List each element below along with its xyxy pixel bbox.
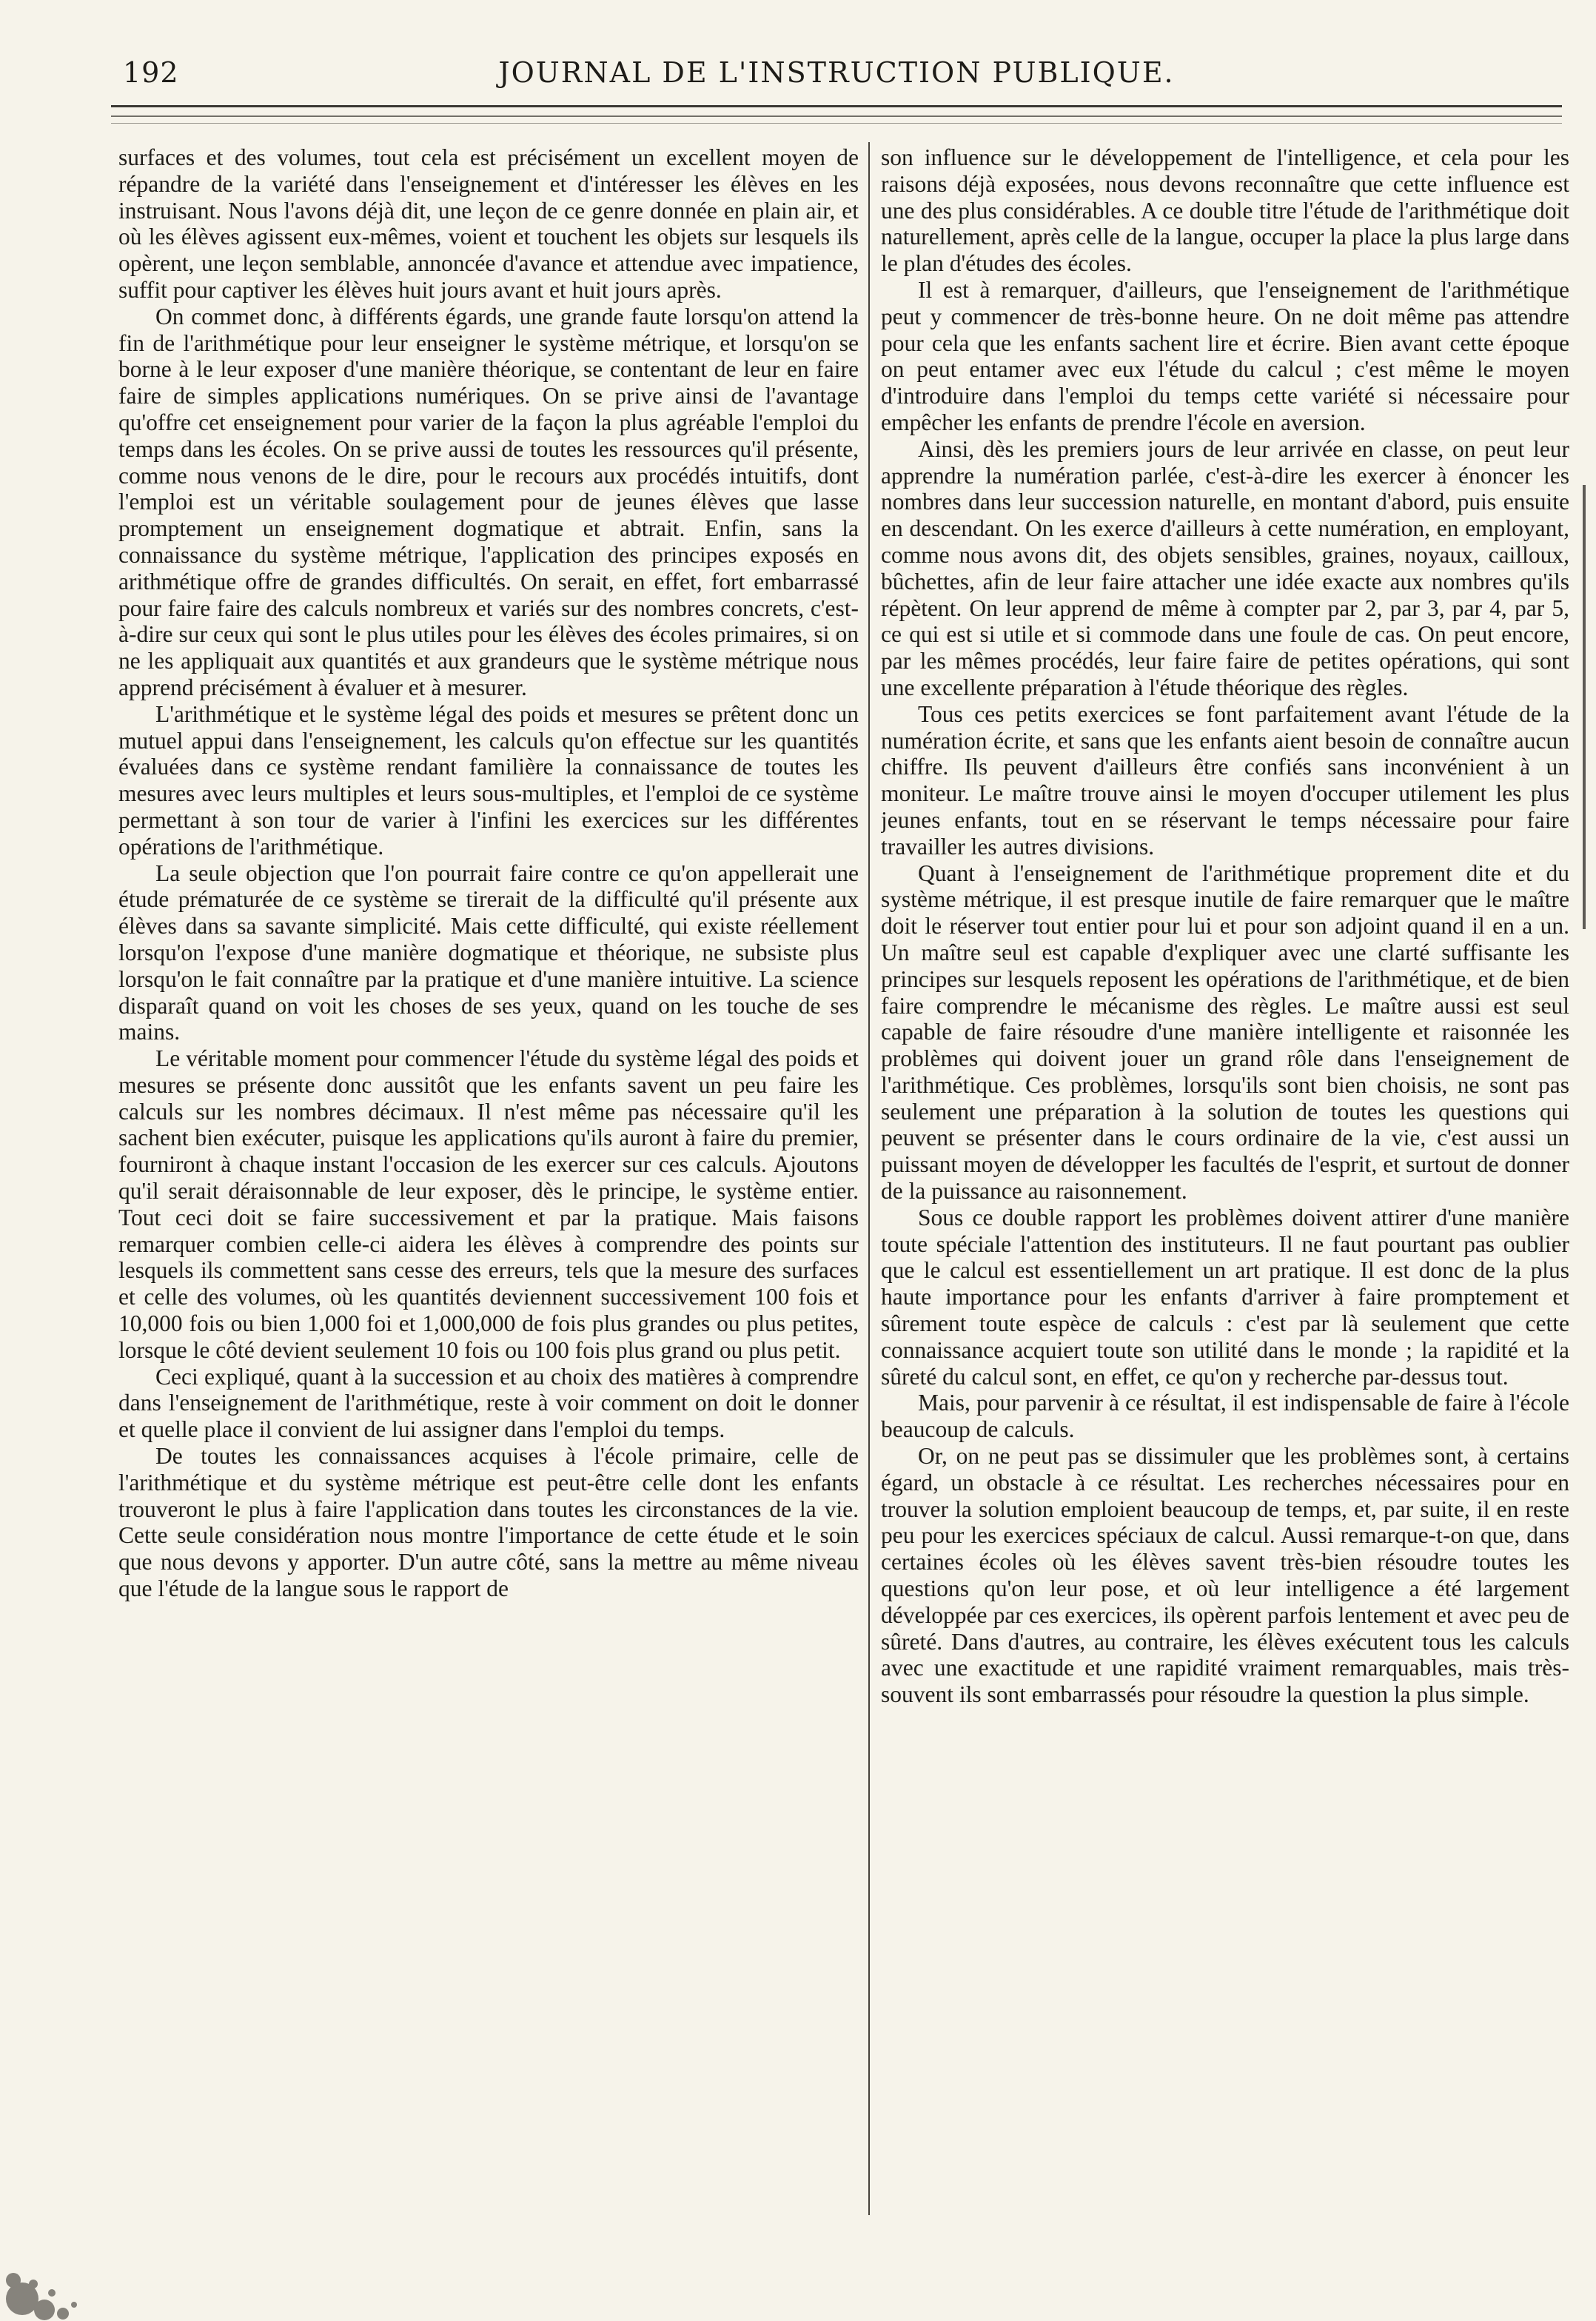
paragraph: Mais, pour parvenir à ce résultat, il est indispensable de faire à l'école beaucoup de calculs. xyxy=(881,1390,1569,1443)
paragraph: Ainsi, dès les premiers jours de leur arrivée en classe, on peut leur apprendre la numération parlée, c'est-à-dire les exercer à énoncer les nombres dans leur succession naturelle, en montant d'abord, puis ensuite en descendant. On les exerce d'ailleurs à cette numération, en employant, comme nous avons dit, des objets sensibles, graines, noyaux, cailloux, bûchettes, afin de leur faire attacher une idée exacte aux nombres qu'ils répètent. On leur apprend de même à compter par 2, par 3, par 4, par 5, ce qui est si utile et si commode dans une foule de cas. On peut encore, par les mêmes procédés, leur faire faire de petites opérations, qui sont une excellente préparation à l'étude théorique des règles. xyxy=(881,435,1569,700)
paragraph: Tous ces petits exercices se font parfaitement avant l'étude de la numération écrite, et sans que les enfants aient besoin de connaître aucun chiffre. Ils peuvent d'ailleurs être confiés sans inconvénient à un moniteur. Le maître trouve ainsi le moyen d'occuper utilement les plus jeunes enfants, tout en se réservant le temps nécessaire pour faire travailler les autres divisions. xyxy=(881,700,1569,860)
header-rule xyxy=(111,105,1562,107)
right-column xyxy=(881,144,1569,2291)
paragraph: La seule objection que l'on pourrait faire contre ce qu'on appellerait une étude prématurée de ce système se tirerait de la difficulté qu'il présente aux élèves dans sa savante simplicité. Mais cette difficulté, qui existe réellement lorsqu'on l'expose d'une manière dogmatique et théorique, ne subsiste plus lorsqu'on le fait connaître par la pratique et d'une manière intuitive. La science disparaît quand on voit les choses de ses yeux, quand on les touche de ses mains. xyxy=(118,860,859,1045)
page-header xyxy=(111,52,1562,96)
page-number: 192 xyxy=(123,56,179,89)
paragraph: L'arithmétique et le système légal des poids et mesures se prêtent donc un mutuel appui dans l'enseignement, les calculs qu'on effectue sur les quantités évaluées dans ce système rendant familière la connaissance de toutes les mesures avec leurs multiples et leurs sous-multiples, et l'emploi de ce système permettant à son tour de varier à l'infini les exercices sur les différentes opérations de l'arithmétique. xyxy=(118,700,859,860)
page-edge-mark xyxy=(1583,485,1586,929)
corner-ink-smudge xyxy=(0,2210,111,2321)
column-divider xyxy=(868,142,870,2215)
paragraph: surfaces et des volumes, tout cela est précisément un excellent moyen de répandre de la variété dans l'enseignement et d'intéresser les élèves en les instruisant. Nous l'avons déjà dit, une leçon de ce genre donnée en plain air, et où les élèves agissent eux-mêmes, voient et touchent les objets sur lesquels ils opèrent, une leçon semblable, annoncée d'avance et attendue avec impatience, suffit pour captiver les élèves huit jours avant et huit jours après. xyxy=(118,144,859,303)
paragraph: Quant à l'enseignement de l'arithmétique proprement dite et du système métrique, il est presque inutile de faire remarquer que le maître doit le réserver tout entier pour lui et pour son adjoint quand il en a un. Un maître seul est capable d'expliquer avec une clarté suffisante les principes sur lesquels reposent les opérations de l'arithmétique, et de bien faire comprendre le mécanisme des règles. Le maître aussi est seul capable de faire résoudre d'une manière intelligente et raisonnée les problèmes qui doivent jouer un grand rôle dans l'enseignement de l'arithmétique. Ces problèmes, lorsqu'ils sont bien choisis, ne sont pas seulement une préparation à la solution de toutes les questions qui peuvent se présenter dans le cours ordinaire de la vie, c'est aussi un puissant moyen de développer les facultés de l'esprit, et surtout de donner de la puissance au raisonnement. xyxy=(881,860,1569,1205)
paragraph: Ceci expliqué, quant à la succession et au choix des matières à comprendre dans l'enseignement de l'arithmétique, reste à voir comment on doit le donner et quelle place il convient de lui assigner dans l'emploi du temps. xyxy=(118,1363,859,1443)
paragraph: Le véritable moment pour commencer l'étude du système légal des poids et mesures se présente donc aussitôt que les enfants savent un peu faire les calculs sur les nombres décimaux. Il n'est même pas nécessaire qu'il les sachent bien exécuter, puisque les applications qu'ils auront à faire du premier, fourniront à chaque instant l'occasion de les exercer sur ces calculs. Ajoutons qu'il serait déraisonnable de leur exposer, dès le principe, le système entier. Tout ceci doit se faire successivement et par la pratique. Mais faisons remarquer combien celle-ci aidera les élèves à comprendre des points sur lesquels ils commettent sans cesse des erreurs, tels que la mesure des surfaces et celle des volumes, où les quantités deviennent successivement 100 fois et 10,000 fois ou bien 1,000 foi et 1,000,000 de fois plus grandes ou plus petites, lorsque le côté devient seulement 10 fois ou 100 fois plus grand ou plus petit. xyxy=(118,1045,859,1363)
left-column xyxy=(118,144,859,2291)
paragraph: On commet donc, à différents égards, une grande faute lorsqu'on attend la fin de l'arithmétique pour leur enseigner le système métrique, et lorsqu'on se borne à le leur exposer d'une manière théorique, se contentant de leur en faire faire de simples applications numériques. On se prive ainsi de l'avantage qu'offre cet enseignement pour varier de la façon la plus agréable l'emploi du temps dans les écoles. On se prive aussi de toutes les ressources qu'il présente, comme nous venons de le dire, pour le recours aux procédés intuitifs, dont l'emploi est un véritable soulagement pour de jeunes élèves que lasse promptement un enseignement dogmatique et abtrait. Enfin, sans la connaissance du système métrique, l'application des principes exposés en arithmétique offre de grandes difficultés. On serait, en effet, fort embarrassé pour faire faire des calculs nombreux et variés sur des nombres concrets, c'est-à-dire sur ceux qui sont le plus utiles pour les élèves des écoles primaires, si on ne les appliquait aux quantités et aux grandeurs que le système métrique nous apprend précisément à évaluer et à mesurer. xyxy=(118,303,859,700)
header-rule-double xyxy=(111,115,1562,117)
paragraph: Il est à remarquer, d'ailleurs, que l'enseignement de l'arithmétique peut y commencer de très-bonne heure. On ne doit même pas attendre pour cela que les enfants sachent lire et écrire. Bien avant cette époque on peut entamer avec eux l'étude du calcul ; c'est même le moyen d'introduire dans l'emploi du temps cette variété si nécessaire pour empêcher les enfants de prendre l'école en aversion. xyxy=(881,276,1569,435)
paragraph: son influence sur le développement de l'intelligence, et cela pour les raisons déjà exposées, nous devons reconnaître que cette influence est une des plus considérables. A ce double titre l'étude de l'arithmétique doit naturellement, après celle de la langue, occuper la place la plus large dans le plan d'études des écoles. xyxy=(881,144,1569,277)
header-rule-thin xyxy=(111,123,1562,124)
paragraph: De toutes les connaissances acquises à l'école primaire, celle de l'arithmétique et du système métrique est peut-être celle dont les enfants trouveront le plus à faire l'application dans toutes les circonstances de la vie. Cette seule considération nous montre l'importance de cette étude et le soin que nous devons y apporter. D'un autre côté, sans la mettre au même niveau que l'étude de la langue sous le rapport de xyxy=(118,1443,859,1602)
paragraph: Sous ce double rapport les problèmes doivent attirer d'une manière toute spéciale l'attention des instituteurs. Il ne faut pourtant pas oublier que le calcul est essentiellement un art pratique. Il est donc de la plus haute importance pour les enfants d'arriver à faire promptement et sûrement toute espèce de calculs : c'est par là seulement que cette connaissance acquiert toute son utilité dans le monde ; la rapidité et la sûreté du calcul sont, en effet, ce qu'on y recherche par-dessus tout. xyxy=(881,1204,1569,1390)
paragraph: Or, on ne peut pas se dissimuler que les problèmes sont, à certains égard, un obstacle à ce résultat. Les recherches nécessaires pour en trouver la solution emploient beaucoup de temps, et, par suite, il en reste peu pour les exercices spéciaux de calcul. Aussi remarque-t-on que, dans certaines écoles où les élèves savent très-bien résoudre toutes les questions qu'on leur pose, et où leur intelligence a été largement développée par ces exercices, ils opèrent parfois lentement et avec peu de sûreté. Dans d'autres, au contraire, les élèves exécutent tous les calculs avec une exactitude et une rapidité vraiment remarquables, mais très-souvent ils sont embarrassés pour résoudre la question la plus simple. xyxy=(881,1443,1569,1708)
running-title: JOURNAL DE L'INSTRUCTION PUBLIQUE. xyxy=(498,56,1175,89)
